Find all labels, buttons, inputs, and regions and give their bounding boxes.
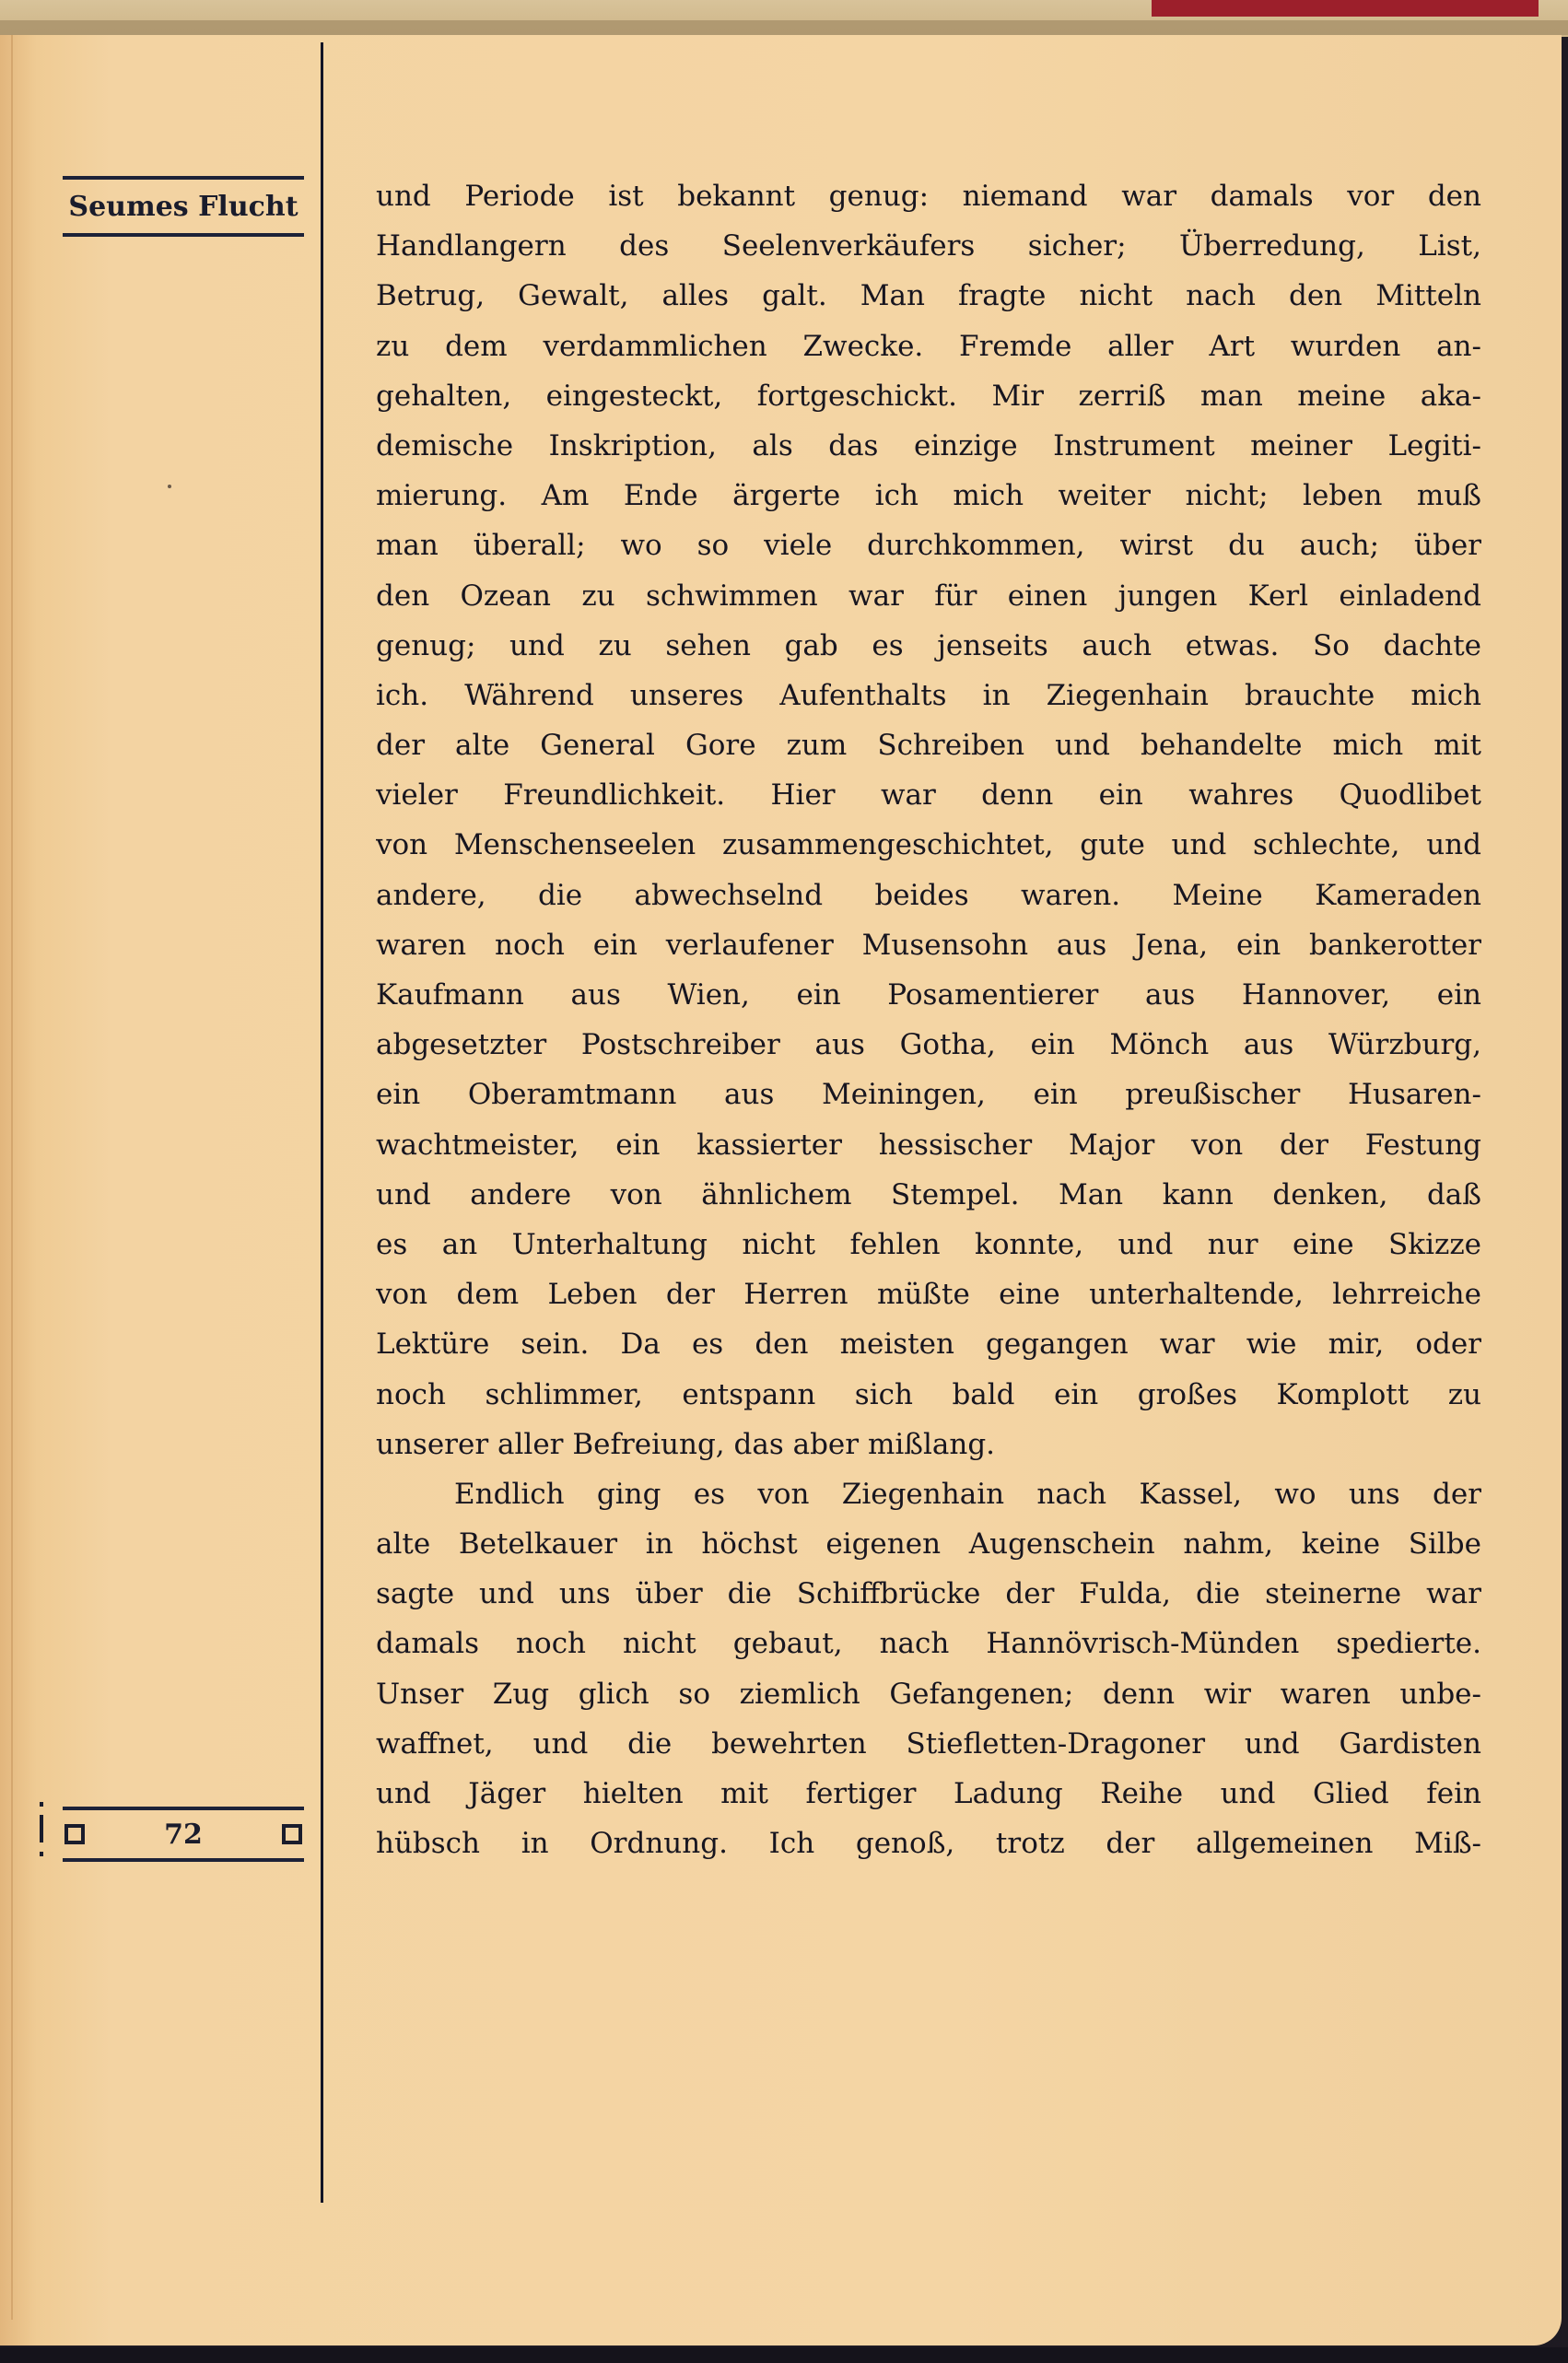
book-top-edge [0, 0, 1568, 37]
text-line: hübsch in Ordnung. Ich genoß, trotz der allgemeinen Miß- [376, 1827, 1481, 1861]
text-line: gehalten, eingesteckt, fortgeschickt. Mir zerriß man meine aka- [376, 379, 1481, 413]
page-bottom-shadow [0, 2347, 1568, 2363]
text-line: noch schlimmer, entspann sich bald ein großes Komplott zu [376, 1377, 1481, 1411]
text-line: der alte General Gore zum Schreiben und behandelte mich mit [376, 729, 1481, 763]
margin-tick-mark [40, 1802, 43, 1859]
text-line: von Menschenseelen zusammengeschichtet, gute und schlechte, und [376, 828, 1481, 862]
text-line: zu dem verdammlichen Zwecke. Fremde aller Art wurden an- [376, 329, 1481, 363]
text-line: und andere von ähnlichem Stempel. Man kann denken, daß [376, 1177, 1481, 1211]
paper-speck [168, 485, 171, 488]
text-line: Lektüre sein. Da es den meisten gegangen war wie mir, oder [376, 1328, 1481, 1362]
text-line: und Jäger hielten mit fertiger Ladung Reihe und Glied fein [376, 1777, 1481, 1810]
text-line: man überall; wo so viele durchkommen, wirst du auch; über [376, 529, 1481, 563]
square-ornament-icon [282, 1824, 302, 1844]
text-line: Kaufmann aus Wien, ein Posamentierer aus Hannover, ein [376, 978, 1481, 1012]
text-line: waren noch ein verlaufener Musensohn aus Jena, ein bankerotter [376, 928, 1481, 962]
gutter-line [11, 35, 13, 2320]
text-line: unserer aller Befreiung, das aber mißlang. [376, 1427, 996, 1461]
square-ornament-icon [64, 1824, 85, 1844]
page-top-edge [0, 20, 1568, 35]
text-line: Betrug, Gewalt, alles galt. Man fragte nicht nach den Mitteln [376, 279, 1481, 313]
text-line: Handlangern des Seelenverkäufers sicher; Überredung, List, [376, 229, 1481, 263]
text-line: abgesetzter Postschreiber aus Gotha, ein Mönch aus Würzburg, [376, 1028, 1481, 1062]
text-line: mierung. Am Ende ärgerte ich mich weiter nicht; leben muß [376, 479, 1481, 513]
running-head-box [63, 176, 304, 237]
text-line: den Ozean zu schwimmen war für einen jungen Kerl einladend [376, 579, 1481, 613]
text-line: ein Oberamtmann aus Meiningen, ein preußischer Husaren- [376, 1078, 1481, 1112]
book-page [0, 35, 1562, 2345]
running-head: Seumes Flucht [68, 190, 298, 223]
page-number-box [63, 1807, 304, 1862]
text-line: demische Inskription, als das einzige Instrument meiner Legiti- [376, 428, 1481, 462]
page-number: 72 [164, 1818, 203, 1851]
text-line: sagte und uns über die Schiffbrücke der Fulda, die steinerne war [376, 1577, 1481, 1611]
text-line: Endlich ging es von Ziegenhain nach Kassel, wo uns der [454, 1477, 1481, 1511]
text-line: alte Betelkauer in höchst eigenen Augenschein nahm, keine Silbe [376, 1527, 1481, 1562]
text-line: genug; und zu sehen gab es jenseits auch etwas. So dachte [376, 628, 1481, 662]
text-line: vieler Freundlichkeit. Hier war denn ein wahres Quodlibet [376, 778, 1481, 813]
margin-vertical-rule [321, 42, 323, 2203]
text-line: und Periode ist bekannt genug: niemand war damals vor den [376, 180, 1481, 213]
text-line: andere, die abwechselnd beides waren. Meine Kameraden [376, 878, 1481, 912]
text-line: Unser Zug glich so ziemlich Gefangenen; denn wir waren unbe- [376, 1677, 1481, 1711]
text-line: damals noch nicht gebaut, nach Hannövrisch-Münden spedierte. [376, 1627, 1481, 1661]
text-line: wachtmeister, ein kassierter hessischer Major von der Festung [376, 1128, 1481, 1162]
text-line: waffnet, und die bewehrten Stiefletten-Dragoner und Gardisten [376, 1726, 1481, 1761]
binding-red-cover [1152, 0, 1539, 17]
text-line: von dem Leben der Herren müßte eine unterhaltende, lehrreiche [376, 1278, 1481, 1312]
text-line: ich. Während unseres Aufenthalts in Ziegenhain brauchte mich [376, 678, 1481, 712]
body-text [376, 171, 1481, 1868]
text-line: es an Unterhaltung nicht fehlen konnte, und nur eine Skizze [376, 1227, 1481, 1261]
